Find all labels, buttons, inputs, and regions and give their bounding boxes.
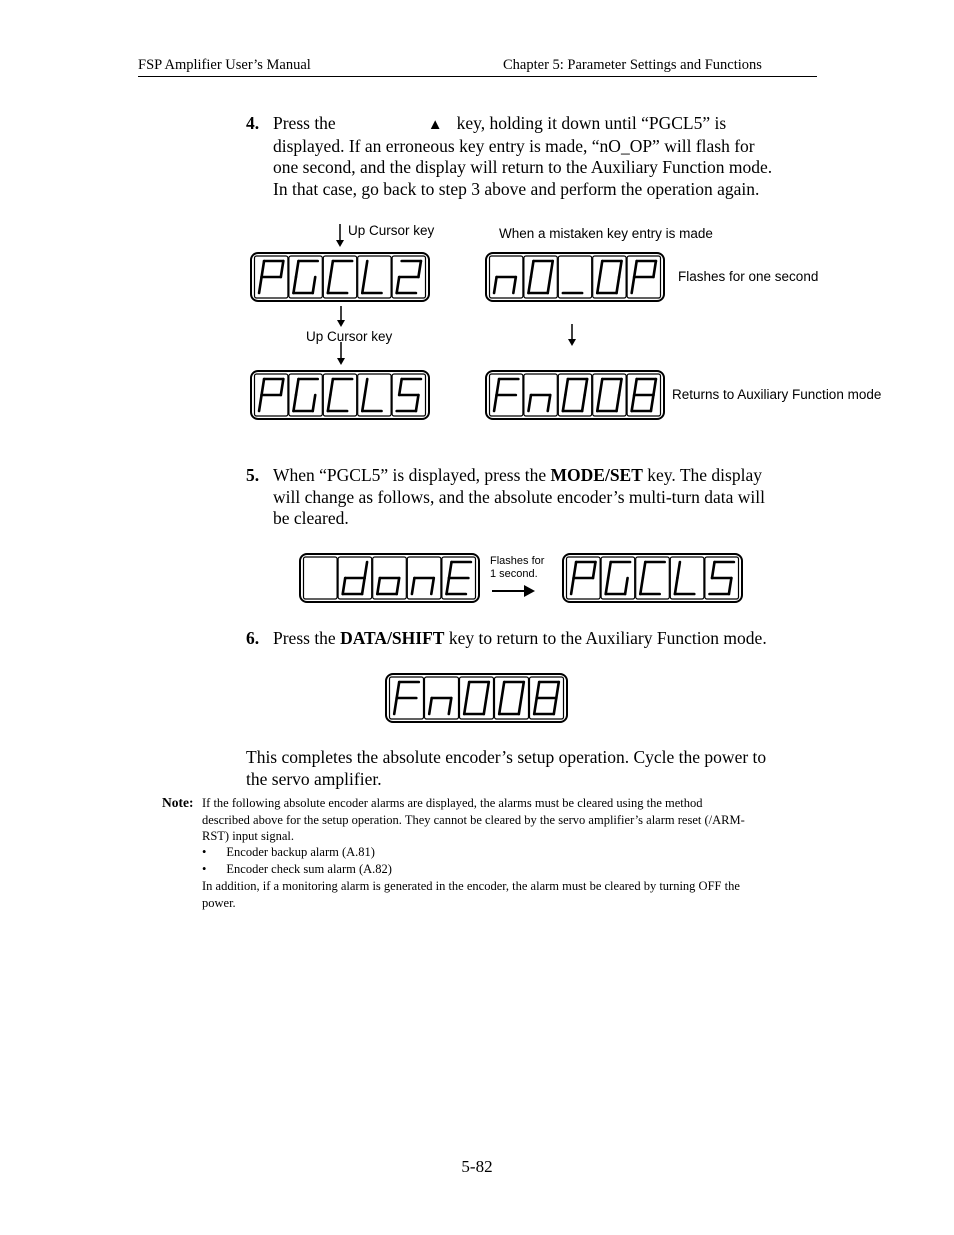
segment: [597, 395, 600, 411]
step-5-line1-post: key. The display: [647, 465, 762, 485]
down-arrow-icon: [331, 342, 351, 366]
segment: [548, 395, 551, 411]
segment: [606, 578, 609, 594]
segment: [464, 698, 467, 714]
down-arrow-icon: [330, 224, 350, 248]
segment: [625, 578, 628, 594]
segment: [429, 698, 432, 714]
segment: [571, 578, 574, 594]
segment: [397, 578, 400, 594]
segment: [632, 395, 635, 411]
display-fn008: [485, 370, 665, 420]
segment: [486, 682, 489, 698]
note-bullet: • Encoder backup alarm (A.81): [202, 845, 375, 859]
segment: [528, 395, 531, 411]
segment: [262, 379, 265, 395]
step-5-number: 5.: [246, 465, 260, 485]
segment: [281, 379, 284, 395]
label-flashes-one-second: Flashes for one second: [678, 269, 819, 284]
segment: [467, 682, 470, 698]
display-done: [299, 553, 480, 603]
display-pgcl5-result: [562, 553, 743, 603]
segment: [431, 578, 434, 594]
segment: [729, 578, 732, 594]
segment: [293, 277, 296, 293]
segment: [574, 562, 577, 578]
segment: [634, 379, 637, 395]
note-label: Note:: [162, 795, 194, 810]
segment: [313, 277, 316, 293]
segment: [565, 379, 568, 395]
segment: [296, 261, 299, 277]
segment: [634, 261, 637, 277]
segment: [608, 562, 611, 578]
segment: [513, 277, 516, 293]
note-bullet: • Encoder check sum alarm (A.82): [202, 862, 392, 876]
segment: [259, 277, 262, 293]
step-6-pre: Press the: [273, 628, 336, 648]
segment: [534, 698, 537, 714]
segment: [502, 682, 505, 698]
segment: [412, 578, 415, 594]
segment: [600, 261, 603, 277]
segment: [653, 379, 656, 395]
segment: [365, 562, 368, 578]
label-up-cursor-key-top: Up Cursor key: [348, 223, 435, 238]
segment: [362, 578, 365, 594]
down-arrow-icon: [331, 306, 351, 328]
segment: [632, 277, 635, 293]
segment: [617, 277, 620, 293]
step-5: [246, 465, 826, 530]
segment: [330, 261, 333, 277]
segment: [293, 395, 296, 411]
data-shift-key-name: DATA/SHIFT: [340, 628, 445, 648]
segment: [330, 379, 333, 395]
segment: [365, 379, 368, 395]
segment: [499, 698, 502, 714]
down-arrow-icon: [562, 324, 582, 348]
segment: [365, 261, 368, 277]
segment: [296, 379, 299, 395]
segment: [262, 261, 265, 277]
segment: [418, 261, 421, 277]
header-left: FSP Amplifier User’s Manual: [138, 57, 311, 73]
segment: [397, 277, 400, 293]
segment: [449, 562, 452, 578]
segment: [651, 395, 654, 411]
label-returns-aux-mode: Returns to Auxiliary Function mode: [672, 387, 882, 402]
up-arrow-icon: ▲: [427, 116, 443, 133]
segment: [600, 379, 603, 395]
mode-set-key-name: MODE/SET: [550, 465, 643, 485]
segment: [362, 395, 365, 411]
label-mistaken-entry: When a mistaken key entry is made: [499, 226, 713, 241]
segment: [494, 395, 497, 411]
step-4-line4: In that case, go back to step 3 above and perform the operation again.: [273, 178, 760, 199]
segment: [582, 395, 585, 411]
segment: [377, 578, 380, 594]
segment: [259, 395, 262, 411]
segment: [597, 277, 600, 293]
segment: [593, 562, 596, 578]
segment: [643, 562, 646, 578]
segment: [343, 578, 346, 594]
segment: [394, 698, 397, 714]
segment: [619, 379, 622, 395]
segment: [313, 395, 316, 411]
step-6-post: key to return to the Auxiliary Function mode.: [448, 628, 767, 648]
label-up-cursor-key-mid: Up Cursor key: [306, 329, 393, 344]
right-arrow-icon: [492, 583, 536, 599]
step-4-line2: displayed. If an erroneous key entry is made, “nO_OP” will flash for: [273, 135, 755, 156]
segment: [585, 379, 588, 395]
header-rule: [138, 76, 817, 77]
display-pgcl2: [250, 252, 430, 302]
note-body: If the following absolute encoder alarms are displayed, the alarms must be cleared using the method described above for the setup operation. They cannot be cleared by the servo amplifier’s alarm reset (/ARM- RST) input signal.: [202, 796, 745, 844]
completion-text: This completes the absolute encoder’s setup operation. Cycle the power to the servo amplifier.: [246, 747, 767, 789]
step-5-line2: will change as follows, and the absolute encoder’s multi-turn data will: [273, 486, 765, 507]
segment: [640, 578, 643, 594]
segment: [447, 578, 450, 594]
segment: [528, 277, 531, 293]
step-4-number: 4.: [246, 113, 260, 133]
segment: [362, 277, 365, 293]
segment: [550, 261, 553, 277]
display-no-op: [485, 252, 665, 302]
segment: [484, 698, 487, 714]
page-number: 5-82: [461, 1157, 493, 1176]
segment: [328, 277, 331, 293]
step-4-line3: one second, and the display will return to the Auxiliary Function mode.: [273, 157, 773, 177]
segment: [416, 395, 419, 411]
label-flashes-1-second: Flashes for 1 second.: [490, 555, 545, 580]
display-pgcl5: [250, 370, 430, 420]
segment: [399, 379, 402, 395]
step-6: [246, 628, 826, 650]
segment: [554, 698, 557, 714]
segment: [617, 395, 620, 411]
header-right: Chapter 5: Parameter Settings and Functions: [503, 57, 762, 73]
segment: [497, 379, 500, 395]
segment: [653, 261, 656, 277]
segment: [521, 682, 524, 698]
note-body-continued: In addition, if a monitoring alarm is generated in the encoder, the alarm must be cleared by turning OFF the power.: [202, 879, 740, 910]
segment: [712, 562, 715, 578]
segment: [537, 682, 540, 698]
segment: [619, 261, 622, 277]
segment: [531, 261, 534, 277]
segment: [677, 562, 680, 578]
step-6-number: 6.: [246, 628, 260, 648]
segment: [675, 578, 678, 594]
segment: [328, 395, 331, 411]
step-5-line3: be cleared.: [273, 508, 349, 528]
step-5-line1-pre: When “PGCL5” is displayed, press the: [273, 465, 547, 485]
segment: [556, 682, 559, 698]
display-fn008-final: [385, 673, 568, 723]
segment: [519, 698, 522, 714]
segment: [563, 395, 566, 411]
segment: [397, 682, 400, 698]
step-4: [246, 113, 826, 200]
step-4-press: Press the: [273, 113, 336, 133]
segment: [548, 277, 551, 293]
segment: [281, 261, 284, 277]
segment: [449, 698, 452, 714]
segment: [494, 277, 497, 293]
step-4-line1: key, holding it down until “PGCL5” is: [456, 113, 727, 133]
